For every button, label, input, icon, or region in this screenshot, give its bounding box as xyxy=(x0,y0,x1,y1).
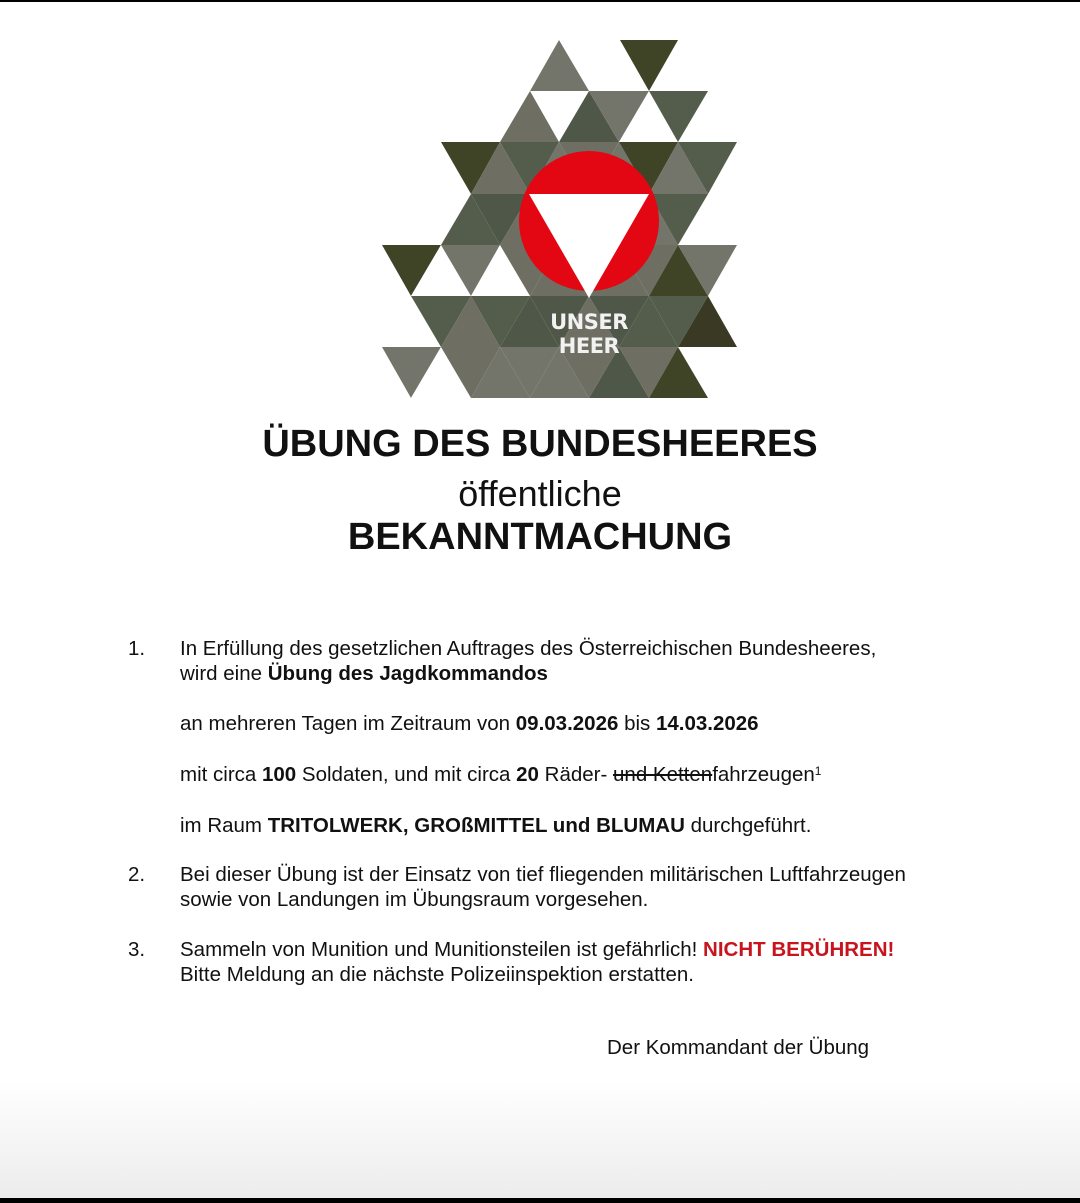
item-number: 3. xyxy=(128,938,146,961)
exercise-name: Übung des Jagdkommandos xyxy=(267,662,548,685)
top-border xyxy=(0,0,1080,2)
soldier-count: 100 xyxy=(262,763,297,786)
signature: Der Kommandant der Übung xyxy=(607,1036,870,1059)
title-line-3: BEKANNTMACHUNG xyxy=(347,516,733,558)
warning-text: NICHT BERÜHREN! xyxy=(703,938,895,961)
bottom-fade xyxy=(0,1080,1080,1198)
vehicle-count: 20 xyxy=(516,763,539,786)
area-names: TRITOLWERK, GROßMITTEL und BLUMAU xyxy=(267,814,685,837)
unser-heer-logo xyxy=(370,30,750,410)
title-line-1: ÜBUNG DES BUNDESHEERES xyxy=(262,423,818,465)
item-number: 1. xyxy=(128,637,146,660)
title-line-2: öffentliche xyxy=(458,473,622,514)
date-from: 09.03.2026 xyxy=(515,712,619,735)
bottom-border xyxy=(0,1198,1080,1203)
struck-text: und Ketten xyxy=(613,763,713,786)
date-to: 14.03.2026 xyxy=(655,712,759,735)
logo-caption: UNSER HEER xyxy=(550,310,628,358)
footnote-marker: 1 xyxy=(814,764,822,778)
item-number: 2. xyxy=(128,863,146,886)
item-1-para-1: In Erfüllung des gesetzlichen Auftrages des Österreichischen Bundesheeres, wird eine Übung des Jagdkommandos xyxy=(180,637,877,685)
